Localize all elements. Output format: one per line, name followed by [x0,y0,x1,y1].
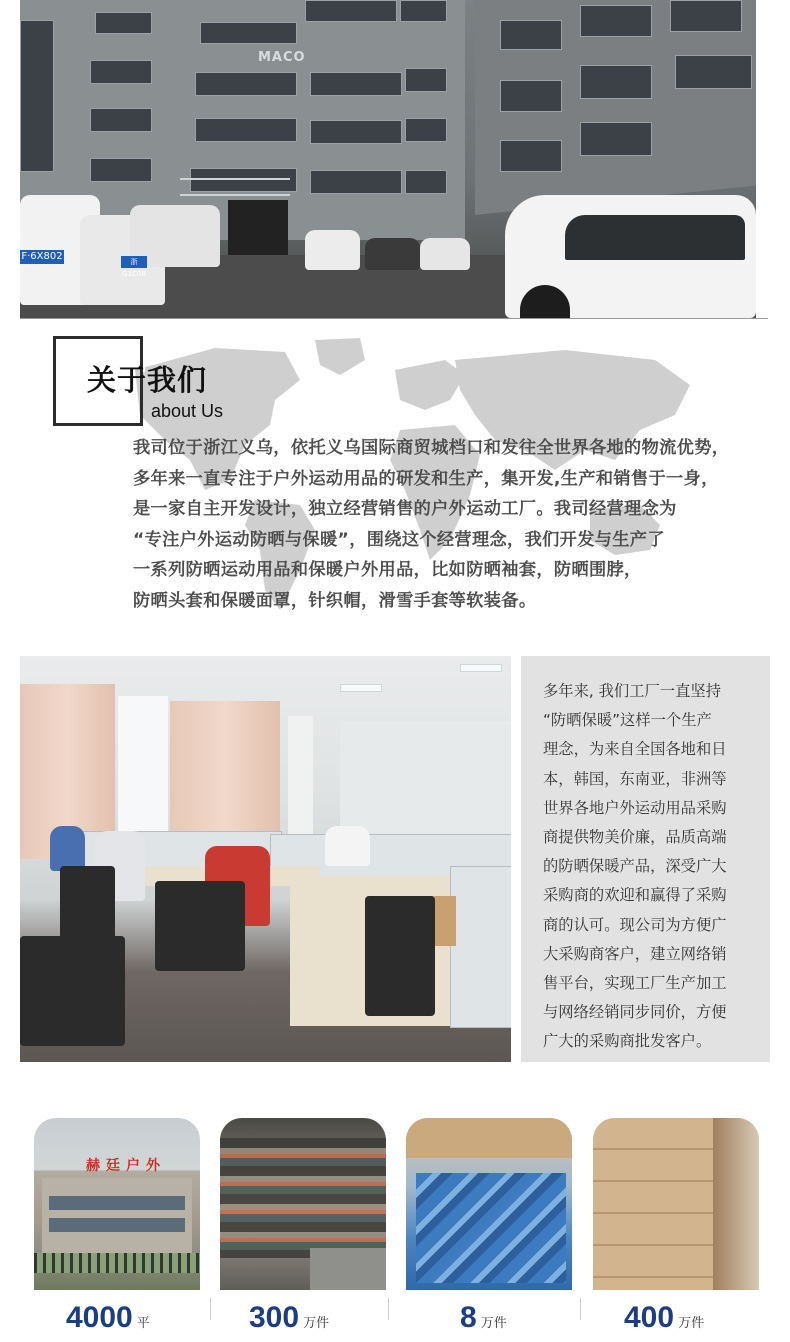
stat-fabric-output [249,1300,330,1334]
factory-exterior-photo [34,1118,200,1290]
section-subtitle: about Us [151,401,224,421]
divider [580,1298,581,1320]
warehouse-boxes-photo [593,1118,759,1290]
description-line: 世界各地户外运动用品采购 [543,798,727,817]
company-intro-paragraph [133,433,773,617]
stat-unit: 万件 [303,1316,330,1331]
paragraph-line: 是一家自主开发设计，独立经营销售的户外运动工厂。我司经营理念为 [133,499,677,520]
stat-packaged-output [460,1300,507,1334]
description-line: 理念，为来自全国各地和日 [543,740,727,759]
license-plate: 浙G1C08 [122,258,146,278]
divider [20,318,768,319]
stat-warehouse-output [624,1300,705,1334]
description-line: 广大的采购商批发客户。 [543,1032,712,1051]
stat-factory-area [66,1300,150,1334]
paragraph-line: 多年来一直专注于户外运动用品的研发和生产，集开发,生产和销售于一身， [133,468,719,489]
paragraph-line: 一系列防晒运动用品和保暖户外用品，比如防晒袖套，防晒围脖， [133,560,642,581]
description-line: 大采购商客户，建立网络销 [543,944,727,963]
divider [210,1298,211,1320]
stat-value: 4000 [66,1301,133,1334]
paragraph-line: “专注户外运动防晒与保暖”，围绕这个经营理念，我们开发与生产了 [133,529,665,550]
factory-description [543,677,753,1057]
description-line: 的防晒保暖产品，深受广大 [543,857,727,876]
stat-unit: 万件 [480,1316,507,1331]
description-line: 售平台，实现工厂生产加工 [543,974,727,993]
description-line: 采购商的欢迎和赢得了采购 [543,886,727,905]
fabric-rolls-photo [220,1118,386,1290]
stat-unit: 万件 [678,1316,705,1331]
stat-value: 400 [624,1301,675,1334]
stat-unit: 平 [136,1316,150,1331]
stat-value: 300 [249,1301,300,1334]
stat-value: 8 [460,1301,477,1334]
license-plate: F·6X802 [21,251,63,262]
description-line: 商的认可。现公司为方便广 [543,915,727,934]
divider [388,1298,389,1320]
description-line: “防晒保暖”这样一个生产 [543,711,712,730]
office-photo [20,656,511,1062]
description-line: 商提供物美价廉，品质高端 [543,828,727,847]
paragraph-line: 防晒头套和保暖面罩，针织帽，滑雪手套等软装备。 [133,590,537,611]
description-line: 多年来, 我们工厂一直坚持 [543,682,721,700]
building-sign: MACO [258,50,306,65]
packaged-products-photo [406,1118,572,1290]
description-line: 与网络经销同步同价，方便 [543,1003,727,1022]
section-title: 关于我们 [87,363,208,397]
description-line: 本，韩国，东南亚，非洲等 [543,769,727,788]
factory-sign: 赫廷户外 [86,1158,166,1174]
paragraph-line: 我司位于浙江义乌，依托义乌国际商贸城档口和发往全世界各地的物流优势， [133,438,730,458]
factory-building-photo [20,0,756,318]
